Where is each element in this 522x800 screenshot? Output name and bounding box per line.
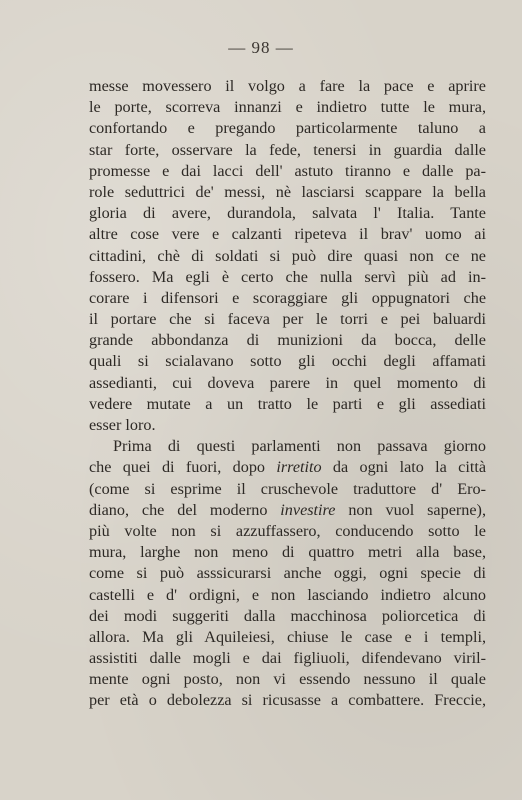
text-line: (come si esprime il cruschevole traduttore d' Ero-: [89, 479, 486, 498]
text-line: mente ogni posto, non vi essendo nessuno il quale: [89, 670, 486, 689]
text-line: dei modi suggeriti dalla macchinosa poliorcetica di: [89, 606, 486, 625]
text-line: vedere mutate a un tratto le parti e gli assediati: [89, 394, 486, 413]
text-line: messe movessero il volgo a fare la pace e aprire: [89, 77, 486, 95]
text-line: come si può asssicurarsi anche oggi, ogni specie di: [89, 564, 486, 583]
italic-term: investire: [280, 500, 336, 519]
paragraph-1: [89, 76, 486, 436]
text-run: non vuol saperne),: [335, 500, 486, 519]
text-line: più volte non si azzuffassero, conducendo sotto le: [89, 521, 486, 540]
text-line: fossero. Ma egli è certo che nulla servì più ad in-: [89, 267, 486, 286]
text-line: castelli e d' ordigni, e non lasciando indietro alcuno: [89, 585, 486, 604]
text-line: grande abbondanza di munizioni da bocca, delle: [89, 331, 486, 350]
text-run: che quei di fuori, dopo: [89, 458, 277, 477]
text-line: Prima di questi parlamenti non passava giorno: [113, 437, 486, 456]
text-line: altre cose vere e calzanti ripeteva il brav' uomo ai: [89, 225, 486, 244]
text-line: il portare che si faceva per le torri e pei baluardi: [89, 310, 486, 329]
text-line: corare i difensori e scoraggiare gli oppugnatori che: [89, 288, 486, 307]
text-line: mura, larghe non meno di quattro metri alla base,: [89, 543, 486, 562]
text-line: [89, 457, 486, 478]
text-line: gloria di avere, durandola, salvata l' Italia. Tante: [89, 204, 486, 223]
text-line: le porte, scorreva innanzi e indietro tutte le mura,: [89, 98, 486, 117]
text-line: confortando e pregando particolarmente taluno a: [89, 119, 486, 138]
text-line: assistiti dalle mogli e dai figliuoli, difendevano viril-: [89, 649, 486, 668]
text-line: allora. Ma gli Aquileiesi, chiuse le case e i templi,: [89, 627, 486, 646]
text-line: per età o debolezza si ricusasse a combattere. Freccie,: [89, 691, 486, 710]
body-text: [89, 76, 486, 712]
text-line: esser loro.: [89, 416, 156, 434]
paragraph-2: [89, 436, 486, 711]
text-line: cittadini, chè di soldati si può dire quasi non ce ne: [89, 246, 486, 265]
text-line: promesse e dai lacci dell' astuto tiranno e dalle pa-: [89, 161, 486, 180]
text-line: role seduttrici de' messi, nè lasciarsi scappare la bella: [89, 182, 486, 201]
text-line: [89, 500, 486, 521]
italic-term: irretito: [276, 458, 322, 477]
text-run: da ogni lato la città: [321, 458, 486, 477]
text-line: star forte, osservare la fede, tenersi in guardia dalle: [89, 140, 486, 159]
text-run: diano, che del moderno: [89, 500, 281, 519]
page-number: — 98 —: [228, 38, 294, 57]
text-line: quali si scialavano sotto gli occhi degli affamati: [89, 352, 486, 371]
text-line: assedianti, cui doveva parere in quel momento di: [89, 373, 486, 392]
